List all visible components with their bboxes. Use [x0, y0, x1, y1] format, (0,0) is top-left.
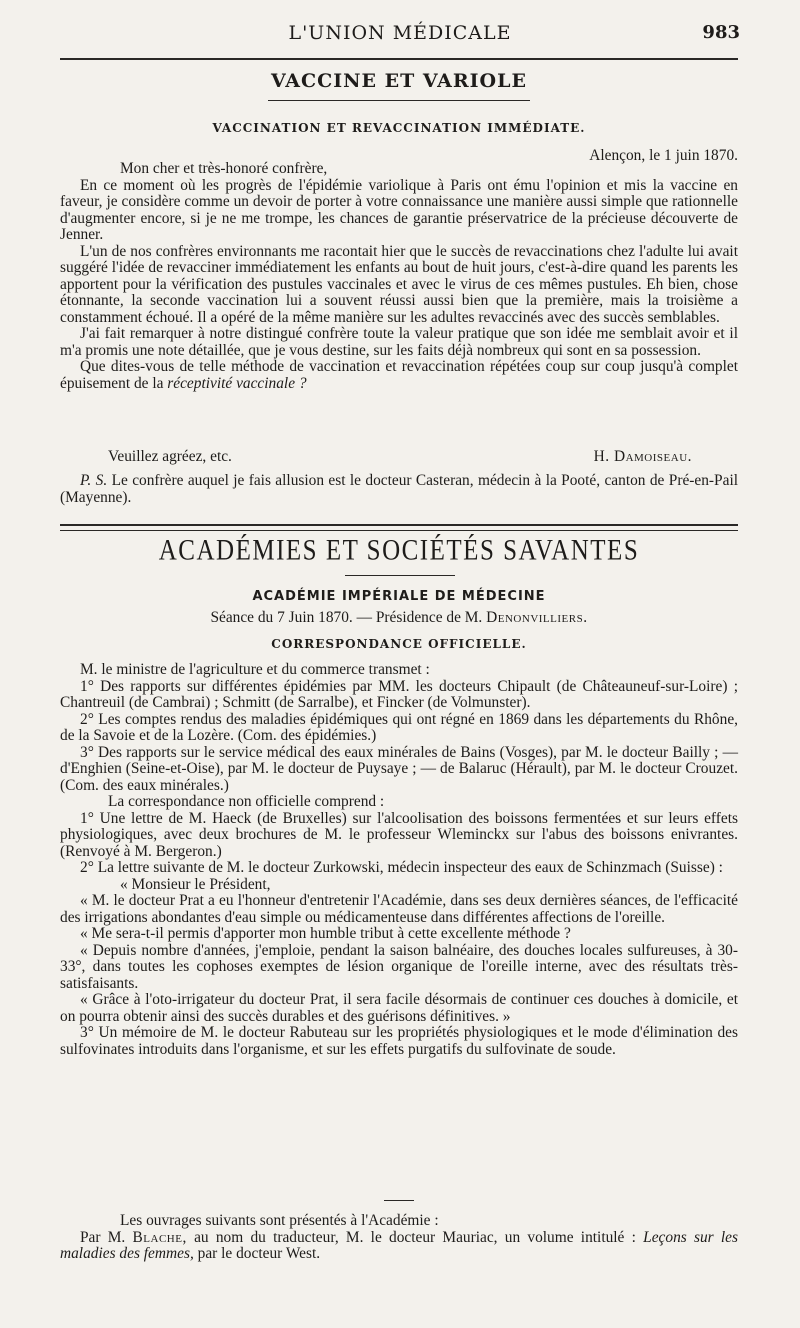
- section-title-academies: ACADÉMIES ET SOCIÉTÉS SAVANTES: [158, 534, 640, 567]
- quoted-salutation: « Monsieur le Président,: [120, 875, 271, 893]
- quoted-paragraph: « Depuis nombre d'années, j'emploie, pendant la saison balnéaire, des douches locales sulfureuses, à 30-33°, dans toutes les cophoses exemptes de lésion organique de l'oreille interne, avec des résultats très-satisfaisants.: [60, 941, 738, 992]
- letter-question: [60, 359, 738, 392]
- quoted-paragraph: « Grâce à l'oto-irrigateur du docteur Prat, il sera facile désormais de continuer ces douches à domicile, et on pourra obtenir ainsi des succès durables et des guérisons définitives. »: [60, 991, 738, 1025]
- proceedings-paragraph: M. le ministre de l'agriculture et du commerce transmet :: [80, 661, 430, 678]
- proceedings-paragraph: 3° Des rapports sur le service médical des eaux minérales de Bains (Vosges), par M. le docteur Bailly ; — d'Enghien (Seine-et-Oise), par M. le docteur de Puysaye ; — de Balaruc (Hérault), par M. le docteur Crouzet. (Com. des eaux minérales.): [60, 743, 738, 794]
- session-line: [60, 609, 738, 627]
- quoted-paragraph: « M. le docteur Prat a eu l'honneur d'entretenir l'Académie, dans ses deux dernières séances, de l'efficacité des irrigations abondantes d'eau simple ou médicamenteuse dans différentes affections de l'oreille.: [60, 892, 738, 926]
- letter-salutation: Mon cher et très-honoré confrère,: [120, 160, 328, 177]
- quoted-paragraph: « Me sera-t-il permis d'apporter mon humble tribut à cette excellente méthode ?: [80, 925, 571, 942]
- correspondence-heading: CORRESPONDANCE OFFICIELLE.: [271, 637, 527, 651]
- letter-closing: Veuillez agréez, etc.: [108, 448, 232, 465]
- ps-text: Le confrère auquel je fais allusion est le docteur Casteran, médecin à la Pooté, canton de Pré-en-Pail (Mayenne).: [60, 472, 738, 506]
- proceedings-paragraph: 2° La lettre suivante de M. le docteur Zurkowski, médecin inspecteur des eaux de Schinzmach (Suisse) :: [80, 859, 723, 876]
- postscript: [60, 473, 738, 506]
- question-text: Que dites-vous de telle méthode de vaccination et revaccination répétées coup sur coup jusqu'à complet épuisement de la: [60, 358, 738, 392]
- article-subtitle: VACCINATION ET REVACCINATION IMMÉDIATE.: [212, 121, 586, 135]
- page-number: 983: [702, 22, 740, 43]
- letter-signature: H. Damoiseau.: [593, 448, 692, 465]
- question-italic: réceptivité vaccinale ?: [167, 374, 307, 392]
- letter-body: [60, 161, 738, 392]
- works-heading: Les ouvrages suivants sont présentés à l'Académie :: [120, 1212, 439, 1229]
- ps-label: P. S.: [80, 472, 108, 489]
- proceedings-body: [60, 662, 738, 1058]
- proceedings-paragraph: 3° Un mémoire de M. le docteur Rabuteau sur les propriétés physiologiques et le mode d'élimination des sulfovinates introduits dans l'organisme, et sur les effets purgatifs du sulfovinate de soude.: [60, 1024, 738, 1058]
- running-header: [60, 22, 740, 48]
- works-item: Par M. Blache, au nom du traducteur, M. le docteur Mauriac, un volume intitulé : Leçons sur les maladies des femmes, par le docteur West.: [60, 1228, 738, 1262]
- journal-title: L'UNION MÉDICALE: [288, 22, 512, 44]
- small-separator: [384, 1200, 414, 1201]
- title-underline: [268, 100, 530, 101]
- letter-paragraph: En ce moment où les progrès de l'épidémie variolique à Paris ont ému l'opinion et mis la vaccine en faveur, je considère comme un devoir de porter à votre connaissance une manière aussi simple que rationnelle d'augmenter encore, si je ne me trompe, les chances de garantie préservatrice de la précieuse découverte de Jenner.: [60, 176, 738, 243]
- book-title: Leçons sur les maladies des femmes,: [60, 1228, 738, 1262]
- academy-name: ACADÉMIE IMPÉRIALE DE MÉDECINE: [252, 589, 546, 604]
- section-divider-top: [60, 524, 738, 526]
- proceedings-paragraph: 1° Une lettre de M. Haeck (de Bruxelles) sur l'alcoolisation des boissons fermentées et sur leurs effets physiologiques, avec deux brochures de M. le professeur Wleminckx sur l'abus des boissons enivrantes. (Renvoyé à M. Bergeron.): [60, 809, 738, 860]
- proceedings-paragraph: La correspondance non officielle comprend :: [108, 793, 385, 810]
- proceedings-paragraph: 2° Les comptes rendus des maladies épidémiques qui ont régné en 1869 dans les départements du Rhône, de la Savoie et de la Lozère. (Com. des épidémies.): [60, 710, 738, 744]
- header-rule: [60, 58, 738, 60]
- letter-paragraph: L'un de nos confrères environnants me racontait hier que le succès de revaccinations chez l'adulte lui avait suggéré l'idée de revacciner immédiatement les enfants au bout de huit jours, c'est-à-dire quand les parents les apportent pour la vérification des pustules vaccinales et avec le virus de ces mêmes pustules. Eh bien, chose étonnante, la seconde vaccination lui a souvent réussi aussi bien que la première, mais la troisième a constamment échoué. Il a opéré de la même manière sur les adultes revaccinés avec des succès semblables.: [60, 242, 738, 326]
- proceedings-paragraph: 1° Des rapports sur différentes épidémies par MM. les docteurs Chipault (de Châteauneuf-sur-Loire) ; Chantreuil (de Cambrai) ; Schmitt (de Sarralbe), et Fincker (de Volmunster).: [60, 677, 738, 711]
- president-name: Denonvilliers.: [486, 609, 588, 626]
- letter-paragraph: J'ai fait remarquer à notre distingué confrère toute la valeur pratique que son idée me semblait avoir et il m'a promis une note détaillée, que je vous destine, sur les faits déjà nombreux qui sont en sa possession.: [60, 325, 738, 359]
- presenter-name: Blache,: [132, 1228, 187, 1246]
- session-prefix: Séance du 7 Juin 1870. — Présidence de M.: [210, 609, 483, 626]
- section-title-vaccine: VACCINE ET VARIOLE: [271, 70, 527, 92]
- letter-date: Alençon, le 1 juin 1870.: [589, 147, 738, 164]
- academies-underline: [345, 575, 455, 576]
- section-divider-bottom: [60, 530, 738, 531]
- works-presented: [60, 1213, 738, 1263]
